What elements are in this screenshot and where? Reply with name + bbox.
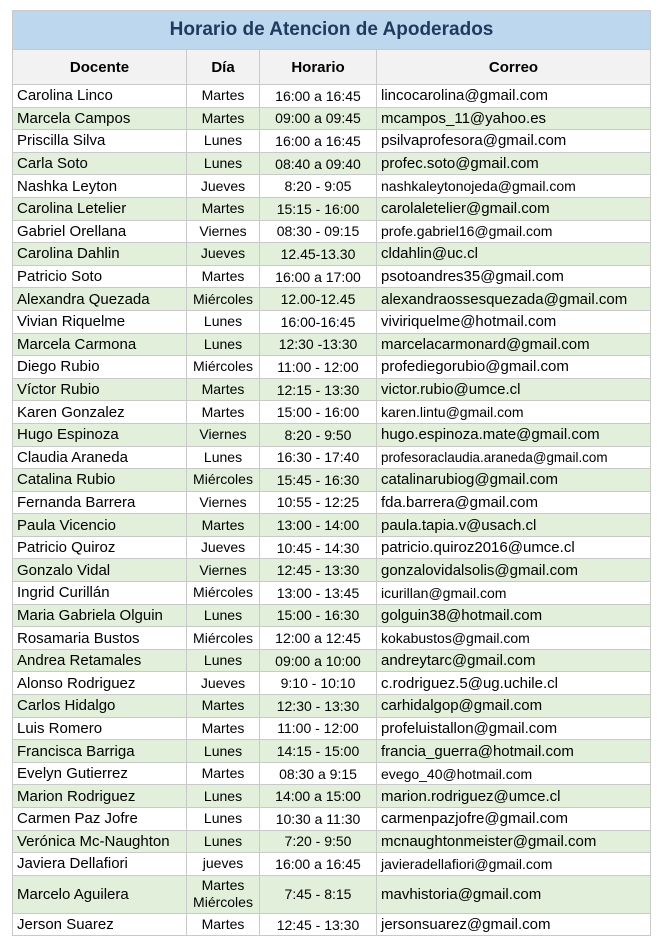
correo-cell: kokabustos@gmail.com — [377, 627, 651, 650]
correo-cell: jersonsuarez@gmail.com — [377, 913, 651, 936]
dia-cell: Lunes — [187, 740, 260, 763]
correo-cell: fda.barrera@gmail.com — [377, 491, 651, 514]
schedule-table — [12, 10, 651, 936]
correo-cell: carmenpazjofre@gmail.com — [377, 808, 651, 831]
header-docente: Docente — [13, 50, 187, 85]
correo-cell: marion.rodriguez@umce.cl — [377, 785, 651, 808]
dia-cell: Lunes — [187, 130, 260, 153]
table-row — [13, 740, 651, 763]
horario-cell: 16:00-16:45 — [260, 310, 377, 333]
table-row — [13, 378, 651, 401]
horario-cell: 7:45 - 8:15 — [260, 875, 377, 913]
correo-cell: psotoandres35@gmail.com — [377, 265, 651, 288]
docente-cell: Francisca Barriga — [13, 740, 187, 763]
dia-cell: Miércoles — [187, 356, 260, 379]
table-row — [13, 672, 651, 695]
correo-cell: profe.gabriel16@gmail.com — [377, 220, 651, 243]
correo-cell: carolaletelier@gmail.com — [377, 197, 651, 220]
dia-cell: Jueves — [187, 175, 260, 198]
dia-cell: Lunes — [187, 785, 260, 808]
horario-cell: 08:40 a 09:40 — [260, 152, 377, 175]
table-row — [13, 197, 651, 220]
dia-cell: Viernes — [187, 559, 260, 582]
docente-cell: Marcela Carmona — [13, 333, 187, 356]
correo-cell: patricio.quiroz2016@umce.cl — [377, 536, 651, 559]
table-row — [13, 107, 651, 130]
horario-cell: 16:00 a 16:45 — [260, 853, 377, 876]
correo-cell: lincocarolina@gmail.com — [377, 85, 651, 108]
dia-cell: Miércoles — [187, 469, 260, 492]
table-row — [13, 627, 651, 650]
horario-cell: 08:30 - 09:15 — [260, 220, 377, 243]
table-row — [13, 762, 651, 785]
table-row — [13, 785, 651, 808]
horario-cell: 8:20 - 9:50 — [260, 423, 377, 446]
horario-cell: 10:30 a 11:30 — [260, 808, 377, 831]
dia-cell: Jueves — [187, 243, 260, 266]
docente-cell: Javiera Dellafiori — [13, 853, 187, 876]
table-row — [13, 853, 651, 876]
dia-cell: Lunes — [187, 333, 260, 356]
table-row — [13, 243, 651, 266]
horario-cell: 15:00 - 16:30 — [260, 604, 377, 627]
table-row — [13, 491, 651, 514]
correo-cell: karen.lintu@gmail.com — [377, 401, 651, 424]
docente-cell: Marcelo Aguilera — [13, 875, 187, 913]
dia-cell: Viernes — [187, 423, 260, 446]
dia-cell: Martes — [187, 107, 260, 130]
dia-line-1: Martes — [201, 877, 245, 894]
dia-line-2: Miércoles — [193, 894, 253, 911]
docente-cell: Vivian Riquelme — [13, 310, 187, 333]
docente-cell: Patricio Soto — [13, 265, 187, 288]
table-row — [13, 649, 651, 672]
docente-cell: Carolina Dahlin — [13, 243, 187, 266]
docente-cell: Maria Gabriela Olguin — [13, 604, 187, 627]
correo-cell: hugo.espinoza.mate@gmail.com — [377, 423, 651, 446]
dia-cell: Lunes — [187, 830, 260, 853]
docente-cell: Alexandra Quezada — [13, 288, 187, 311]
horario-cell: 12:30 -13:30 — [260, 333, 377, 356]
horario-cell: 12:00 a 12:45 — [260, 627, 377, 650]
correo-cell: francia_guerra@hotmail.com — [377, 740, 651, 763]
table-title: Horario de Atencion de Apoderados — [13, 11, 651, 50]
dia-cell: Lunes — [187, 446, 260, 469]
correo-cell: c.rodriguez.5@ug.uchile.cl — [377, 672, 651, 695]
dia-cell: Jueves — [187, 672, 260, 695]
correo-cell: profec.soto@gmail.com — [377, 152, 651, 175]
horario-cell: 16:30 - 17:40 — [260, 446, 377, 469]
table-row — [13, 717, 651, 740]
docente-cell: Nashka Leyton — [13, 175, 187, 198]
table-row — [13, 265, 651, 288]
docente-cell: Diego Rubio — [13, 356, 187, 379]
docente-cell: Ingrid Curillán — [13, 582, 187, 605]
title-row — [13, 11, 651, 50]
correo-cell: cldahlin@uc.cl — [377, 243, 651, 266]
horario-cell: 11:00 - 12:00 — [260, 356, 377, 379]
dia-cell: Martes — [187, 695, 260, 718]
horario-cell: 10:45 - 14:30 — [260, 536, 377, 559]
table-row — [13, 401, 651, 424]
horario-cell: 14:15 - 15:00 — [260, 740, 377, 763]
table-row — [13, 152, 651, 175]
docente-cell: Marcela Campos — [13, 107, 187, 130]
correo-cell: victor.rubio@umce.cl — [377, 378, 651, 401]
table-row — [13, 875, 651, 913]
dia-cell: Viernes — [187, 220, 260, 243]
correo-cell: alexandraossesquezada@gmail.com — [377, 288, 651, 311]
dia-cell: Martes — [187, 401, 260, 424]
horario-cell: 8:20 - 9:05 — [260, 175, 377, 198]
table-row — [13, 604, 651, 627]
table-row — [13, 536, 651, 559]
docente-cell: Catalina Rubio — [13, 469, 187, 492]
dia-cell: Lunes — [187, 808, 260, 831]
table-body — [13, 85, 651, 936]
horario-cell: 09:00 a 10:00 — [260, 649, 377, 672]
dia-cell: Martes — [187, 378, 260, 401]
correo-cell: nashkaleytonojeda@gmail.com — [377, 175, 651, 198]
correo-cell: icurillan@gmail.com — [377, 582, 651, 605]
table-row — [13, 695, 651, 718]
docente-cell: Gabriel Orellana — [13, 220, 187, 243]
docente-cell: Priscilla Silva — [13, 130, 187, 153]
table-row — [13, 333, 651, 356]
header-horario: Horario — [260, 50, 377, 85]
dia-cell: jueves — [187, 853, 260, 876]
horario-cell: 12:30 - 13:30 — [260, 695, 377, 718]
docente-cell: Carla Soto — [13, 152, 187, 175]
horario-cell: 13:00 - 14:00 — [260, 514, 377, 537]
horario-cell: 10:55 - 12:25 — [260, 491, 377, 514]
correo-cell: psilvaprofesora@gmail.com — [377, 130, 651, 153]
table-row — [13, 913, 651, 936]
docente-cell: Carolina Letelier — [13, 197, 187, 220]
docente-cell: Rosamaria Bustos — [13, 627, 187, 650]
horario-cell: 12:15 - 13:30 — [260, 378, 377, 401]
dia-cell — [187, 875, 260, 913]
correo-cell: evego_40@hotmail.com — [377, 762, 651, 785]
docente-cell: Evelyn Gutierrez — [13, 762, 187, 785]
dia-cell: Lunes — [187, 310, 260, 333]
horario-cell: 12:45 - 13:30 — [260, 913, 377, 936]
table-row — [13, 356, 651, 379]
correo-cell: profesoraclaudia.araneda@gmail.com — [377, 446, 651, 469]
dia-cell: Lunes — [187, 152, 260, 175]
docente-cell: Carmen Paz Jofre — [13, 808, 187, 831]
horario-cell: 16:00 a 17:00 — [260, 265, 377, 288]
horario-cell: 08:30 a 9:15 — [260, 762, 377, 785]
horario-cell: 15:15 - 16:00 — [260, 197, 377, 220]
docente-cell: Karen Gonzalez — [13, 401, 187, 424]
dia-cell: Martes — [187, 265, 260, 288]
header-row — [13, 50, 651, 85]
docente-cell: Jerson Suarez — [13, 913, 187, 936]
correo-cell: gonzalovidalsolis@gmail.com — [377, 559, 651, 582]
correo-cell: profediegorubio@gmail.com — [377, 356, 651, 379]
docente-cell: Luis Romero — [13, 717, 187, 740]
correo-cell: golguin38@hotmail.com — [377, 604, 651, 627]
header-dia: Día — [187, 50, 260, 85]
table-row — [13, 582, 651, 605]
table-row — [13, 808, 651, 831]
correo-cell: carhidalgop@gmail.com — [377, 695, 651, 718]
docente-cell: Claudia Araneda — [13, 446, 187, 469]
correo-cell: mcampos_11@yahoo.es — [377, 107, 651, 130]
table-row — [13, 310, 651, 333]
dia-cell: Lunes — [187, 649, 260, 672]
dia-cell: Miércoles — [187, 582, 260, 605]
docente-cell: Alonso Rodriguez — [13, 672, 187, 695]
horario-cell: 13:00 - 13:45 — [260, 582, 377, 605]
dia-cell: Martes — [187, 514, 260, 537]
horario-cell: 7:20 - 9:50 — [260, 830, 377, 853]
docente-cell: Fernanda Barrera — [13, 491, 187, 514]
dia-cell: Jueves — [187, 536, 260, 559]
horario-cell: 11:00 - 12:00 — [260, 717, 377, 740]
correo-cell: paula.tapia.v@usach.cl — [377, 514, 651, 537]
table-row — [13, 220, 651, 243]
docente-cell: Hugo Espinoza — [13, 423, 187, 446]
horario-cell: 9:10 - 10:10 — [260, 672, 377, 695]
dia-cell: Miércoles — [187, 627, 260, 650]
correo-cell: mcnaughtonmeister@gmail.com — [377, 830, 651, 853]
docente-cell: Gonzalo Vidal — [13, 559, 187, 582]
correo-cell: profeluistallon@gmail.com — [377, 717, 651, 740]
dia-cell: Martes — [187, 717, 260, 740]
horario-cell: 14:00 a 15:00 — [260, 785, 377, 808]
table-row — [13, 288, 651, 311]
horario-cell: 15:45 - 16:30 — [260, 469, 377, 492]
correo-cell: andreytarc@gmail.com — [377, 649, 651, 672]
dia-cell: Martes — [187, 197, 260, 220]
correo-cell: marcelacarmonard@gmail.com — [377, 333, 651, 356]
table-row — [13, 830, 651, 853]
docente-cell: Paula Vicencio — [13, 514, 187, 537]
correo-cell: catalinarubiog@gmail.com — [377, 469, 651, 492]
horario-cell: 12.45-13.30 — [260, 243, 377, 266]
table-row — [13, 130, 651, 153]
correo-cell: mavhistoria@gmail.com — [377, 875, 651, 913]
dia-cell: Martes — [187, 913, 260, 936]
horario-cell: 16:00 a 16:45 — [260, 85, 377, 108]
dia-cell: Miércoles — [187, 288, 260, 311]
table-row — [13, 85, 651, 108]
dia-cell: Martes — [187, 762, 260, 785]
schedule-sheet — [12, 10, 650, 936]
docente-cell: Marion Rodriguez — [13, 785, 187, 808]
docente-cell: Carolina Linco — [13, 85, 187, 108]
horario-cell: 12:45 - 13:30 — [260, 559, 377, 582]
correo-cell: javieradellafiori@gmail.com — [377, 853, 651, 876]
horario-cell: 12.00-12.45 — [260, 288, 377, 311]
docente-cell: Patricio Quiroz — [13, 536, 187, 559]
horario-cell: 15:00 - 16:00 — [260, 401, 377, 424]
docente-cell: Andrea Retamales — [13, 649, 187, 672]
table-row — [13, 469, 651, 492]
correo-cell: viviriquelme@hotmail.com — [377, 310, 651, 333]
header-correo: Correo — [377, 50, 651, 85]
table-row — [13, 175, 651, 198]
table-row — [13, 446, 651, 469]
dia-cell: Viernes — [187, 491, 260, 514]
horario-cell: 09:00 a 09:45 — [260, 107, 377, 130]
dia-cell: Martes — [187, 85, 260, 108]
docente-cell: Carlos Hidalgo — [13, 695, 187, 718]
table-row — [13, 559, 651, 582]
dia-cell: Lunes — [187, 604, 260, 627]
docente-cell: Víctor Rubio — [13, 378, 187, 401]
table-row — [13, 423, 651, 446]
table-row — [13, 514, 651, 537]
docente-cell: Verónica Mc-Naughton — [13, 830, 187, 853]
horario-cell: 16:00 a 16:45 — [260, 130, 377, 153]
